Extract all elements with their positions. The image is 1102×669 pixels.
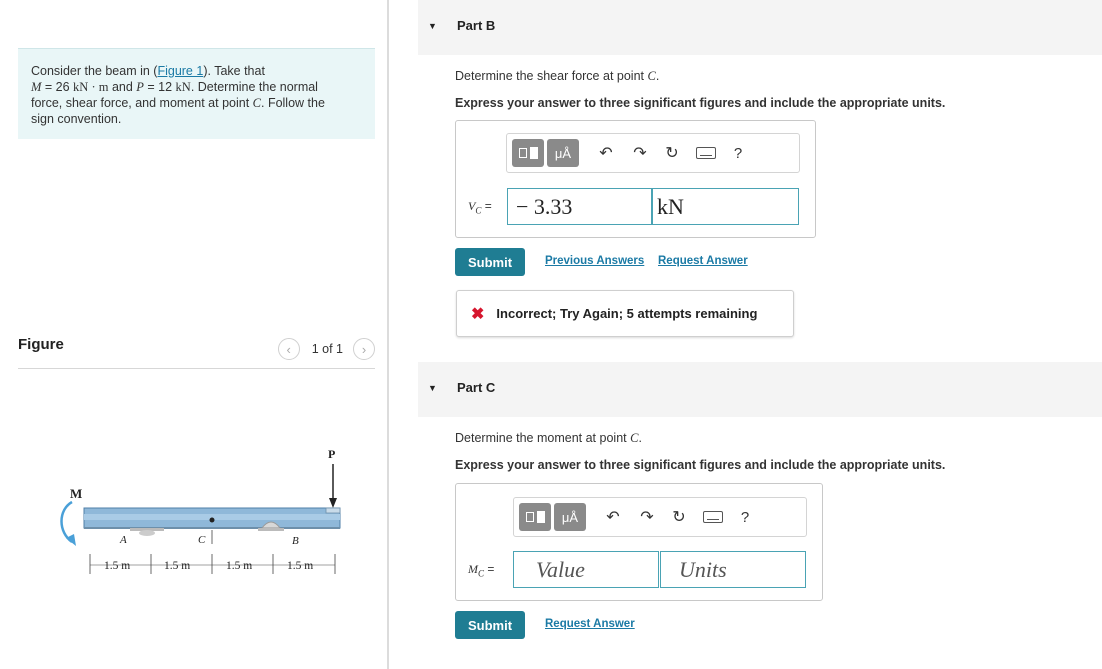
figure-link[interactable]: Figure 1 <box>157 64 204 78</box>
caret-down-icon: ▼ <box>428 21 437 31</box>
undo-button[interactable] <box>600 503 626 531</box>
part-b-question: Determine the shear force at point C. <box>455 69 660 83</box>
point-C-dot <box>210 518 215 523</box>
problem-line-4: sign convention. <box>31 112 122 126</box>
undo-icon: ↶ <box>599 145 613 162</box>
keyboard-button[interactable] <box>700 503 726 531</box>
chevron-left-icon: ‹ <box>286 341 291 357</box>
pager-text: 1 of 1 <box>311 342 343 356</box>
dim-2: 1.5 m <box>164 560 191 572</box>
part-b-feedback <box>456 290 794 337</box>
keyboard-icon <box>696 147 716 159</box>
part-c-request-answer-link[interactable]: Request Answer <box>545 618 635 630</box>
reset-button[interactable] <box>666 503 692 531</box>
problem-line-1: Consider the beam in (Figure 1). Take that <box>31 64 265 78</box>
help-button[interactable]: ? <box>740 508 750 526</box>
figure-header <box>18 334 375 369</box>
next-figure-button[interactable] <box>353 338 375 360</box>
part-c-title: Part C <box>457 380 496 395</box>
vc-value-input[interactable]: − 3.33 <box>507 188 652 225</box>
label-B: B <box>292 535 299 547</box>
units-button[interactable]: μÅ <box>554 503 586 531</box>
part-c-answer-box <box>455 483 823 601</box>
part-c-question: Determine the moment at point C. <box>455 431 642 445</box>
part-b-request-answer-link[interactable]: Request Answer <box>658 255 748 267</box>
part-c-submit-button[interactable]: Submit <box>455 611 525 639</box>
mc-label: $M_C$ = <box>468 562 495 579</box>
templates-button[interactable] <box>519 503 551 531</box>
panel-divider <box>387 0 389 669</box>
problem-statement <box>18 48 375 139</box>
dim-4: 1.5 m <box>287 560 314 572</box>
part-c-header[interactable] <box>418 362 1102 417</box>
redo-icon: ↷ <box>640 509 654 526</box>
moment-arrowhead <box>66 534 76 546</box>
vc-label: $V_C$ = <box>468 199 492 216</box>
units-button[interactable]: μÅ <box>547 139 579 167</box>
redo-button[interactable] <box>634 503 660 531</box>
figure-title: Figure <box>18 336 64 353</box>
template-icon <box>526 512 534 522</box>
mc-value-input[interactable]: Value <box>513 551 659 588</box>
part-b-header[interactable] <box>418 0 1102 55</box>
chevron-right-icon: › <box>361 341 367 357</box>
figure-pager <box>278 338 375 360</box>
undo-button[interactable] <box>593 139 619 167</box>
label-M: M <box>70 486 83 501</box>
prev-figure-button[interactable] <box>278 338 300 360</box>
problem-line-3: force, shear force, and moment at point C. Follow the <box>31 96 325 110</box>
redo-icon: ↷ <box>633 145 647 162</box>
part-b-answer-box <box>455 120 816 238</box>
previous-answers-link[interactable]: Previous Answers <box>545 255 645 267</box>
template-icon <box>519 148 527 158</box>
label-P: P <box>328 447 336 461</box>
error-x-icon: ✖ <box>471 305 485 323</box>
keyboard-icon <box>703 511 723 523</box>
keyboard-button[interactable] <box>693 139 719 167</box>
problem-line-2: M = 26 kN · m and P = 12 kN. Determine the normal <box>31 80 318 94</box>
feedback-text: Incorrect; Try Again; 5 attempts remaining <box>496 306 758 321</box>
part-c-instructions: Express your answer to three significant figures and include the appropriate units. <box>455 458 946 472</box>
reset-button[interactable] <box>659 139 685 167</box>
part-b-instructions: Express your answer to three significant figures and include the appropriate units. <box>455 96 946 110</box>
part-b-toolbar <box>506 133 800 173</box>
part-b-submit-button[interactable]: Submit <box>455 248 525 276</box>
caret-down-icon: ▼ <box>428 383 437 393</box>
reset-icon: ↻ <box>672 509 686 526</box>
label-C: C <box>198 534 206 546</box>
dim-1: 1.5 m <box>104 560 131 572</box>
label-A: A <box>120 534 127 546</box>
mc-units-input[interactable]: Units <box>660 551 806 588</box>
part-b-title: Part B <box>457 18 496 33</box>
part-c-toolbar <box>513 497 807 537</box>
vc-units-input[interactable]: kN <box>652 188 799 225</box>
undo-icon: ↶ <box>606 509 620 526</box>
help-button[interactable]: ? <box>733 144 743 162</box>
redo-button[interactable] <box>627 139 653 167</box>
templates-button[interactable] <box>512 139 544 167</box>
reset-icon: ↻ <box>665 145 679 162</box>
dim-3: 1.5 m <box>226 560 253 572</box>
beam-figure <box>30 440 350 580</box>
